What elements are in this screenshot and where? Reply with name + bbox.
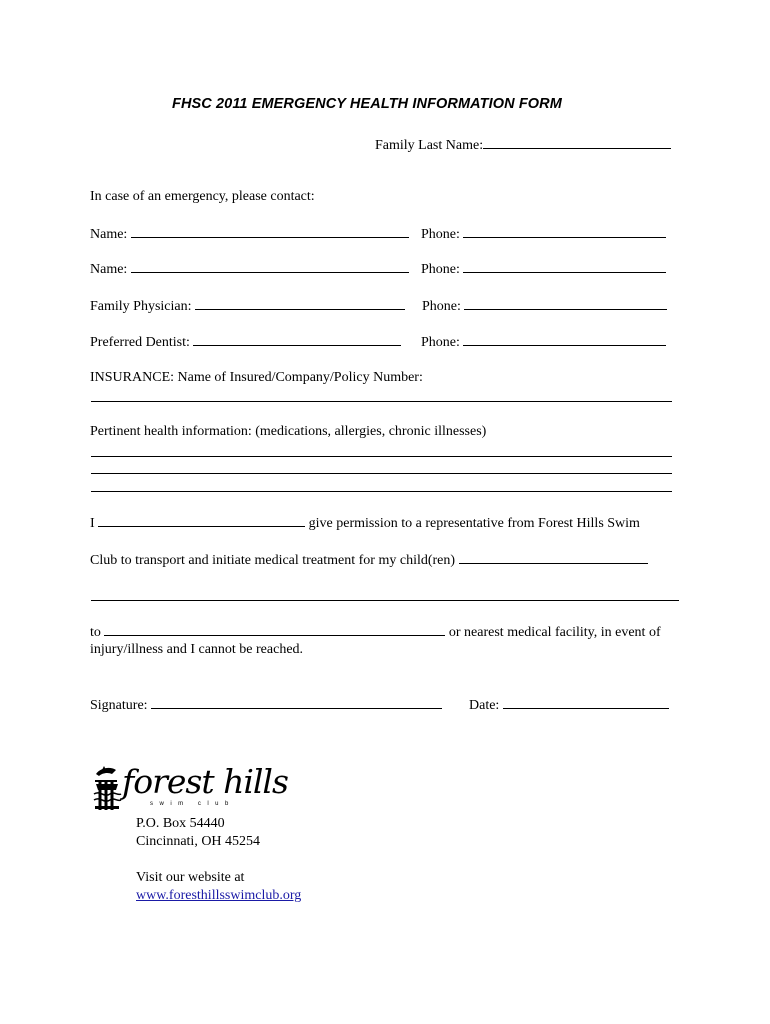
health-info-line-1[interactable] (91, 456, 672, 457)
family-last-name-label: Family Last Name: (375, 138, 484, 153)
physician-phone-label: Phone: (422, 299, 461, 314)
website-link[interactable]: www.foresthillsswimclub.org (136, 888, 302, 903)
contact2-phone-label: Phone: (421, 262, 460, 277)
children-names-line-2[interactable] (91, 600, 679, 601)
contact1-name-row (90, 224, 409, 243)
insurance-field[interactable] (91, 401, 672, 402)
transport-text: Club to transport and initiate medical treatment for my child(ren) (90, 553, 456, 568)
dentist-phone-row (421, 332, 666, 351)
transport-row (90, 550, 648, 569)
dentist-field[interactable] (193, 332, 401, 346)
contact1-phone-field[interactable] (463, 224, 666, 238)
signature-row (90, 695, 442, 714)
emergency-intro: In case of an emergency, please contact: (90, 189, 315, 204)
insurance-label: INSURANCE: Name of Insured/Company/Policy Number: (90, 370, 423, 385)
injury-text: injury/illness and I cannot be reached. (90, 642, 304, 657)
date-row (469, 695, 669, 714)
contact1-phone-row (421, 224, 666, 243)
health-info-line-3[interactable] (91, 491, 672, 492)
dentist-row (90, 332, 401, 351)
address-line-2: Cincinnati, OH 45254 (136, 834, 261, 849)
physician-phone-field[interactable] (464, 296, 667, 310)
dentist-phone-field[interactable] (463, 332, 666, 346)
permission-prefix: I (90, 516, 95, 531)
signature-label: Signature: (90, 698, 148, 713)
contact2-name-field[interactable] (131, 259, 409, 273)
contact2-name-row (90, 259, 409, 278)
date-field[interactable] (503, 695, 669, 709)
logo-wordmark: forest hills (122, 762, 288, 801)
contact1-phone-label: Phone: (421, 227, 460, 242)
website-intro: Visit our website at (136, 870, 245, 885)
address-line-1: P.O. Box 54440 (136, 816, 225, 831)
dentist-label: Preferred Dentist: (90, 335, 190, 350)
logo-subtext: swim club (150, 801, 235, 807)
signature-field[interactable] (151, 695, 442, 709)
date-label: Date: (469, 698, 500, 713)
contact2-name-label: Name: (90, 262, 128, 277)
contact1-name-field[interactable] (131, 224, 409, 238)
nearest-facility-text: or nearest medical facility, in event of (448, 625, 661, 640)
family-last-name-row (375, 135, 671, 154)
physician-row (90, 296, 405, 315)
to-row (90, 622, 661, 641)
destination-field[interactable] (104, 622, 445, 636)
contact1-name-label: Name: (90, 227, 128, 242)
children-names-field[interactable] (459, 550, 648, 564)
physician-phone-row (422, 296, 667, 315)
contact2-phone-field[interactable] (463, 259, 666, 273)
form-title: FHSC 2011 EMERGENCY HEALTH INFORMATION FORM (172, 96, 562, 112)
forest-hills-logo (90, 762, 288, 814)
family-last-name-field[interactable] (483, 135, 671, 149)
contact2-phone-row (421, 259, 666, 278)
physician-label: Family Physician: (90, 299, 192, 314)
health-info-line-2[interactable] (91, 473, 672, 474)
to-label: to (90, 625, 101, 640)
swimmer-emblem-icon (92, 766, 122, 812)
health-info-label: Pertinent health information: (medications, allergies, chronic illnesses) (90, 424, 487, 439)
permission-row (90, 513, 640, 532)
dentist-phone-label: Phone: (421, 335, 460, 350)
physician-field[interactable] (195, 296, 405, 310)
parent-name-field[interactable] (98, 513, 305, 527)
permission-text: give permission to a representative from Forest Hills Swim (308, 516, 640, 531)
